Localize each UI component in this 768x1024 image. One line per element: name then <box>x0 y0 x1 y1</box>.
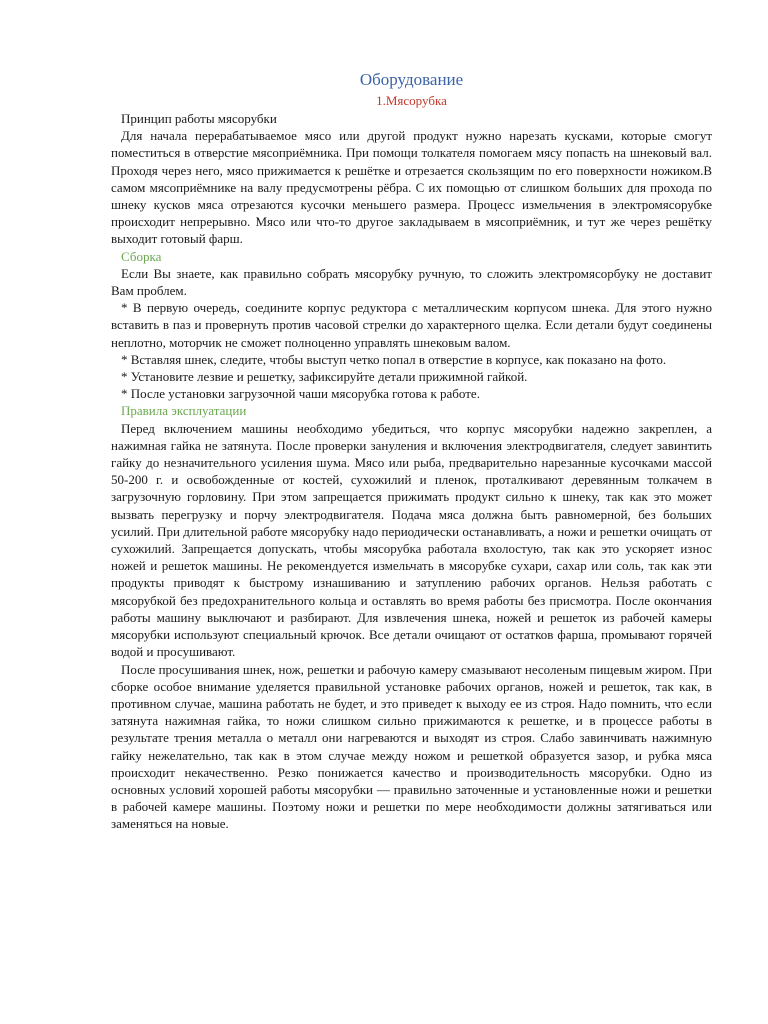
paragraph: Если Вы знаете, как правильно собрать мясорубку ручную, то сложить электромясорбуку не доставит Вам проблем. <box>111 265 712 299</box>
section-heading-principle: Принцип работы мясорубки <box>121 111 277 126</box>
list-item: * После установки загрузочной чаши мясорубка готова к работе. <box>121 386 480 402</box>
list-item: * В первую очередь, соедините корпус редуктора с металлическим корпусом шнека. Для этого нужно вставить в паз и провернуть против часовой стрелки до характерного щелка. Если детали будут соединены неплотно, моторчик не сможет полноценно управлять шнековым валом. <box>111 300 712 350</box>
section-heading-assembly: Сборка <box>121 248 162 264</box>
paragraph: После просушивания шнек, нож, решетки и рабочую камеру смазывают несоленым пищевым жиром. При сборке особое внимание уделяется правильной установке рабочих органов, ножей и решеток, так как, в противном случае, машина работать не будет, и это приведет к выходу ее из строя. Надо помнить, что если затянута нажимная гайка, то ножи слишком сильно прижимаются к решетке, и в процессе работы в результате трения металла о металл они нагреваются и выходят из строя. Слабо завинчивать нажимную гайку нежелательно, так как в этом случае между ножом и решеткой образуется зазор, и рубка мяса происходит некачественно. Резко понижается качество и производительность мясорубки. Одно из основных условий хорошей работы мясорубки — правильно заточенные и установленные ножи и решетки в рабочей камере машины. Поэтому ножи и решетки по мере необходимости должны затягиваться или заменяться на новые. <box>111 661 712 832</box>
section-heading-operation: Правила эксплуатации <box>121 403 247 419</box>
document-title: Оборудование <box>359 70 464 89</box>
paragraph: Для начала перерабатываемое мясо или другой продукт нужно нарезать кусками, которые смогут поместиться в отверстие мясоприёмника. При помощи толкателя помогаем мясу попасть на шнековый вал. Проходя через него, мясо прижимается к решётке и отрезается скользящим по его поверхности ножиком.В самом мясоприёмнике на валу предусмотрены рёбра. С их помощью от слишком больших для прохода по шнеку кусков мяса отрезаются кусочки меньшего размера. Процесс измельчения в электромясорубке происходит непрерывно. Мясо или что-то другое закладываем в мясоприёмник, и тут же через решётку выходит готовый фарш. <box>111 128 712 247</box>
list-item: * Установите лезвие и решетку, зафиксируйте детали прижимной гайкой. <box>121 369 528 385</box>
list-item: * Вставляя шнек, следите, чтобы выступ четко попал в отверстие в корпусе, как показано на фото. <box>121 351 667 367</box>
document-subtitle: 1.Мясорубка <box>376 93 447 108</box>
paragraph: Перед включением машины необходимо убедиться, что корпус мясорубки надежно закреплен, а нажимная гайка не затянута. После проверки зануления и включения электродвигателя, следует завинтить гайку до незначительного усиления шума. Мясо или рыба, предварительно нарезанные кусочками массой 50-200 г. и освобожденные от костей, сухожилий и пленок, проталкивают деревянным толкачем в загрузочную горловину. При этом запрещается прижимать продукт сильно к шнеку, так как это может вызвать перегрузку и порчу электродвигателя. Подача мяса должна быть равномерной, без больших усилий. При длительной работе мясорубку надо периодически останавливать, а ножи и решетки очищать от сухожилий. Запрещается допускать, чтобы мясорубка работала вхолостую, так как это ускоряет износ ножей и решеток машины. Не рекомендуется измельчать в мясорубке сухари, сахар или соль, так как эти продукты приводят к быстрому изнашиванию и затуплению рабочих органов. Нельзя работать с мясорубкой без предохранительного кольца и оставлять во время работы без присмотра. После окончания работы машину выключают и разбирают. Для извлечения шнека, ножей и решеток из рабочей камеры мясорубки используют специальный крючок. Все детали очищают от остатков фарша, промывают горячей водой и просушивают. <box>111 420 712 660</box>
